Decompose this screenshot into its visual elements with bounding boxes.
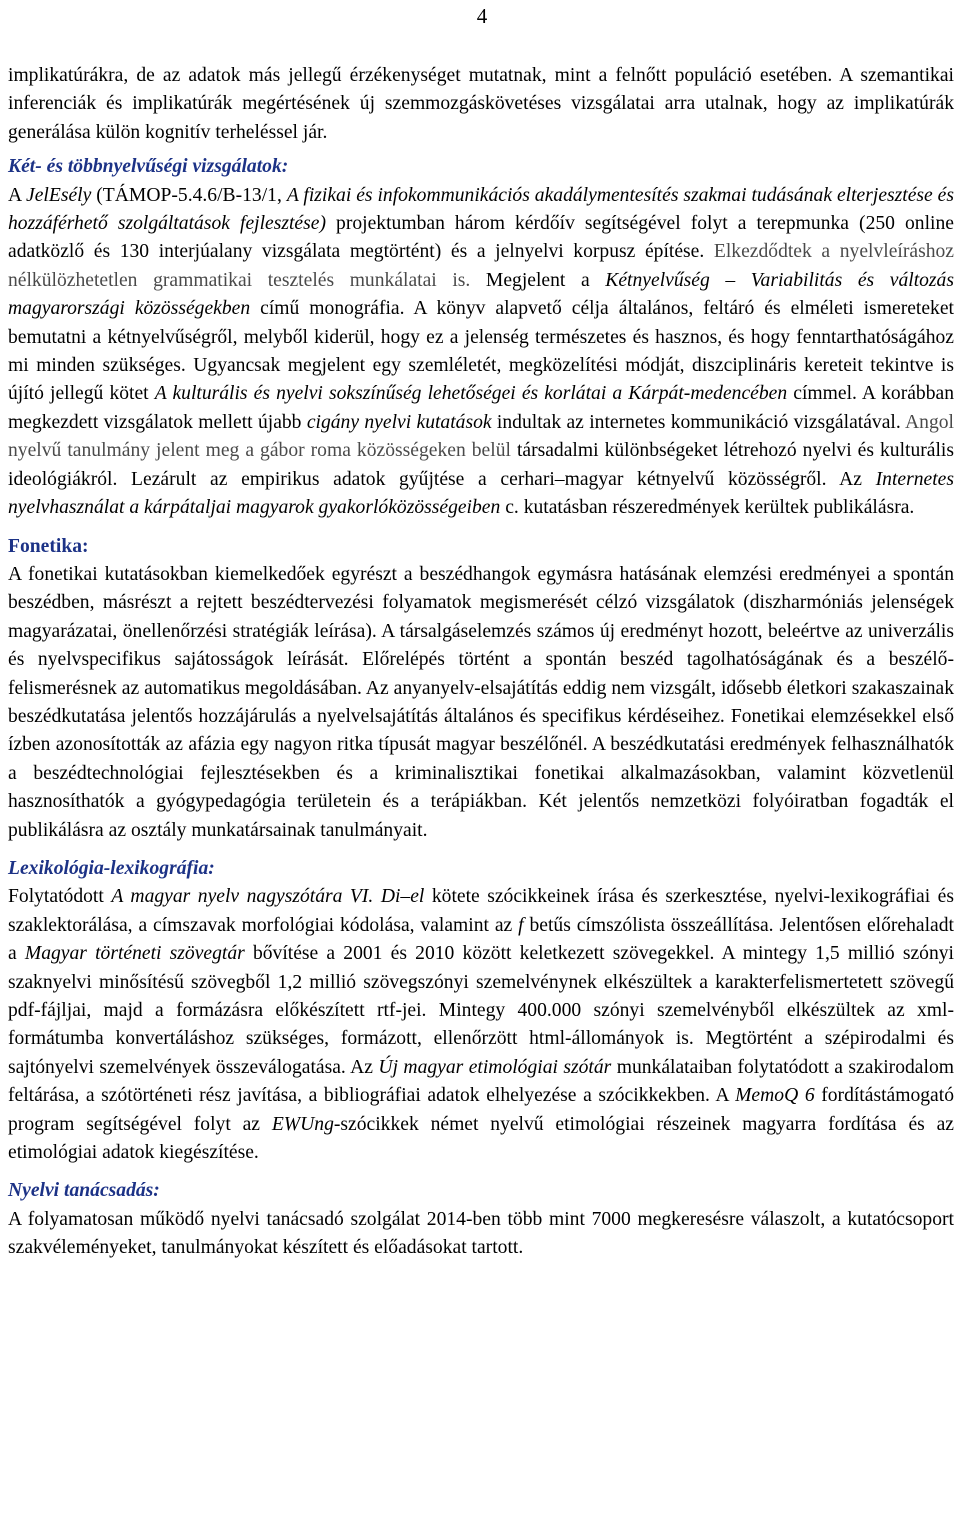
section-heading: Nyelvi tanácsadás: (8, 1180, 160, 1202)
section-bilingualism (8, 153, 954, 522)
page-number: 4 (476, 4, 488, 28)
intro-paragraph: implikatúrákra, de az adatok más jellegű érzékenységet mutatnak, mint a felnőtt populáció esetében. A szemantikai inferenciák és implikatúrák megértésének új szemmozgáskövetéses vizsgálatai arra utalnak, hogy az implikatúrák generálása külön kognitív terheléssel jár. (8, 65, 954, 143)
section-paragraph: Folytatódott A magyar nyelv nagyszótára VI. Di–el kötete szócikkeinek írása és szerkesztése, nyelvi-lexikográfiai és szaklektorálása, a címszavak morfológiai kódolása, valamint az f betűs címszólista összeállítása. Jelentősen előrehaladt a Magyar történeti szövegtár bővítése a 2001 és 2010 között keletkezett szövegekkel. A mintegy 1,5 millió szónyi szaknyelvi minősítésű szövegből 1,2 millió szövegszónyi szemelvénynek elkészültek a karakterfelismertetett szövegű pdf-fájljai, majd a formázásra előkészített rtf-jei. Mintegy 400.000 szónyi szemelvényből elkészültek az xml-formátumba konvertáláshoz szükséges, formázott, ellenőrzött html-állományok is. Megtörtént a szépirodalmi és sajtónyelvi szemelvények összeválogatása. Az Új magyar etimológiai szótár munkálataiban folytatódott a szakirodalom feltárása, a szótörténeti rész javítása, a bibliográfiai adatok elhelyezése a szócikkekben. A MemoQ 6 fordítástámogató program segítségével folyt az EWUng-szócikkek német nyelvű etimológiai részeinek magyarra fordítása és az etimológiai adatok kiegészítése. (8, 886, 954, 1164)
section-paragraph: A fonetikai kutatásokban kiemelkedőek egyrészt a beszédhangok egymásra hatásának elemzési eredményei a spontán beszédben, másrészt a rejtett beszédtervezési folyamatok megismerését célzó vizsgálatok (diszharmóniás jelenségek magyarázatai, önellenőrzési stratégiák leírása). A társalgáselemzés számos új eredményt hozott, beleértve az univerzális és nyelvspecifikus sajátosságok leírását. Előrelépés történt a spontán beszéd tagolhatóságának és a beszélő-felismerésnek az automatikus megoldásában. Az anyanyelv-elsajátítás eddig nem vizsgált, idősebb életkori szakaszainak beszédkutatása jelentős hozzájárulás a nyelvelsajátítás általános és specifikus kérdéseihez. Fonetikai elemzésekkel első ízben azonosították az afázia egy nagyon ritka típusát magyar beszélőnél. A beszédkutatási eredmények felhasználhatók a beszédtechnológiai fejlesztésekben és a kriminalisztikai fonetikai alkalmazásokban, valamint közvetlenül hasznosíthatók a gyógypedagógia területein és a terápiákban. Két jelentős nemzetközi folyóiratban fogadták el publikálásra az osztály munkatársainak tanulmányait. (8, 563, 954, 841)
section-heading: Fonetika: (8, 535, 89, 557)
section-language-advice (8, 1177, 954, 1262)
section-heading: Két- és többnyelvűségi vizsgálatok: (8, 156, 289, 178)
document-body (8, 62, 954, 1263)
section-heading: Lexikológia-lexikográfia: (8, 857, 215, 879)
section-paragraph: A folyamatosan működő nyelvi tanácsadó szolgálat 2014-ben több mint 7000 megkeresésre válaszolt, a kutatócsoport szakvéleményeket, tanulmányokat készített és előadásokat tartott. (8, 1208, 954, 1259)
section-paragraph: A JelEsély (TÁMOP-5.4.6/B-13/1, A fizikai és infokommunikációs akadálymentesítés szakmai tudásának elterjesztése és hozzáférhető szolgáltatások fejlesztése) projektumban három kérdőív segítségével folyt a terepmunka (250 online adatközlő és 130 interjúalany vizsgálata megtörtént) és a jelnyelvi korpusz építése. Elkezdődtek a nyelvleíráshoz nélkülözhetetlen grammatikai tesztelés munkálatai is. Megjelent a Kétnyelvűség – Variabilitás és változás magyarországi közösségekben című monográfia. A könyv alapvető célja általános, feltáró és elméleti ismereteket bemutatni a kétnyelvűségről, melyből kiderül, hogy ez a jelenség természetes és hasznos, és hogy fenntarthatóságához mi minden szükséges. Ugyancsak megjelent egy szemléletét, megközelítési módját, diszciplináris kereteit tekintve is újító jellegű kötet A kulturális és nyelvi sokszínűség lehetőségei és korlátai a Kárpát-medencében címmel. A korábban megkezdett vizsgálatok mellett újabb cigány nyelvi kutatások indultak az internetes kommunikáció vizsgálatával. Angol nyelvű tanulmány jelent meg a gábor roma közösségeken belül társadalmi különbségeket létrehozó nyelvi és kulturális ideológiákról. Lezárult az empirikus adatok gyűjtése a cerhari–magyar kétnyelvű közösségről. Az Internetes nyelvhasználat a kárpátaljai magyarok gyakorlóközösségeiben c. kutatásban részeredmények kerültek publikálásra. (8, 184, 955, 519)
section-phonetics (8, 533, 954, 845)
section-lexicology (8, 855, 954, 1167)
